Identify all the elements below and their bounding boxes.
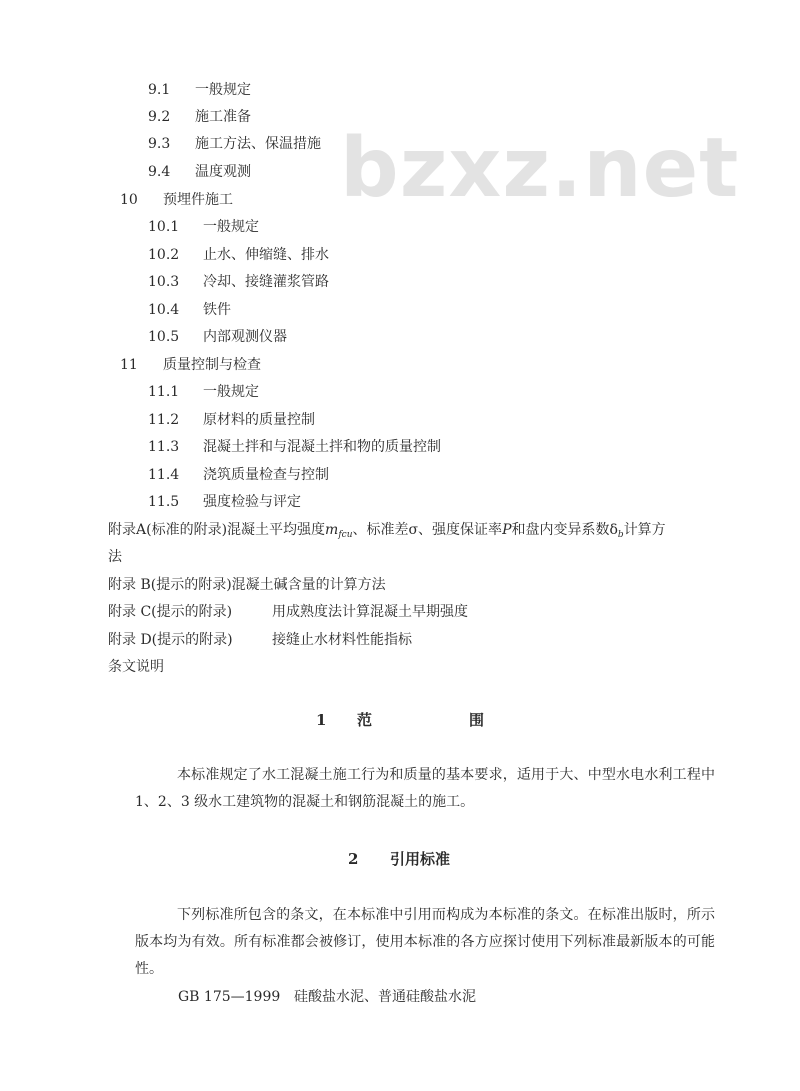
toc-title: 一般规定 <box>203 384 259 400</box>
appendix-a-m: m <box>325 522 339 538</box>
toc-title: 内部观测仪器 <box>203 329 287 345</box>
toc-number: 9.4 <box>148 164 171 180</box>
reference-title: 硅酸盐水泥、普通硅酸盐水泥 <box>294 989 476 1005</box>
appendix-a-text-2: 、标准差σ、强度保证率 <box>352 522 503 538</box>
toc-number: 10.2 <box>148 247 180 263</box>
appendix-a-m-subscript: fcu <box>338 530 353 540</box>
toc-number: 11.3 <box>148 439 180 455</box>
toc-title: 原材料的质量控制 <box>203 412 315 428</box>
appendix-a-text-4: 计算方 <box>623 522 666 538</box>
appendix-a-text-1: 附录A(标准的附录)混凝土平均强度 <box>108 522 326 538</box>
toc-number: 9.3 <box>148 136 171 152</box>
toc-number: 10.5 <box>148 329 180 345</box>
section-1-paragraph: 本标准规定了水工混凝土施工行为和质量的基本要求，适用于大、中型水电水利工程中 1、2、3 级水工建筑物的混凝土和钢筋混凝土的施工。 <box>135 767 715 810</box>
toc-title: 强度检验与评定 <box>203 494 301 510</box>
reference-code: GB 175—1999 <box>178 989 281 1005</box>
toc-title: 一般规定 <box>195 82 251 98</box>
toc-appendix-b: 附录 B(提示的附录)混凝土碱含量的计算方法 <box>108 577 386 593</box>
toc-title: 温度观测 <box>195 164 251 180</box>
section-1-number: 1 <box>316 711 327 729</box>
toc-title: 冷却、接缝灌浆管路 <box>203 274 329 290</box>
section-1-title-char-2: 围 <box>469 711 485 729</box>
appendix-d-label: 附录 D(提示的附录) <box>108 632 233 648</box>
toc-number: 9.2 <box>148 109 171 125</box>
section-2-title: 引用标准 <box>390 850 451 868</box>
section-2-paragraph: 下列标准所包含的条文，在本标准中引用而构成为本标准的条文。在标准出版时，所示版本均为有效。所有标准都会被修订，使用本标准的各方应探讨使用下列标准最新版本的可能性。 <box>135 907 715 977</box>
toc-number: 10.1 <box>148 219 180 235</box>
toc-appendix-a-continued: 法 <box>108 549 122 565</box>
toc-title: 施工准备 <box>195 109 251 125</box>
toc-appendix-a <box>108 520 666 542</box>
watermark: bzxz.net <box>340 121 740 216</box>
section-1-title-char-1: 范 <box>357 711 373 729</box>
toc-title: 止水、伸缩缝、排水 <box>203 247 329 263</box>
appendix-a-delta-subscript: b <box>617 530 624 540</box>
toc-title: 铁件 <box>203 302 231 318</box>
toc-title: 浇筑质量检查与控制 <box>203 467 329 483</box>
toc-title: 质量控制与检查 <box>163 357 261 373</box>
toc-number: 11.1 <box>148 384 180 400</box>
toc-title: 预埋件施工 <box>163 192 233 208</box>
toc-number: 11.2 <box>148 412 180 428</box>
toc-title: 混凝土拌和与混凝土拌和物的质量控制 <box>203 439 441 455</box>
toc-number: 11.4 <box>148 467 180 483</box>
toc-number: 11.5 <box>148 494 180 510</box>
appendix-d-title: 接缝止水材料性能指标 <box>272 632 412 648</box>
appendix-a-p: P <box>502 522 512 538</box>
appendix-c-label: 附录 C(提示的附录) <box>108 604 233 620</box>
toc-number: 10 <box>120 192 138 208</box>
appendix-c-title: 用成熟度法计算混凝土早期强度 <box>272 604 468 620</box>
toc-explanation: 条文说明 <box>108 659 164 675</box>
toc-number: 10.4 <box>148 302 180 318</box>
section-2-number: 2 <box>348 850 359 868</box>
toc-title: 施工方法、保温措施 <box>195 136 321 152</box>
toc-number: 10.3 <box>148 274 180 290</box>
toc-number: 11 <box>120 357 138 373</box>
toc-title: 一般规定 <box>203 219 259 235</box>
toc-number: 9.1 <box>148 82 171 98</box>
appendix-a-text-3: 和盘内变异系数δ <box>511 522 618 538</box>
